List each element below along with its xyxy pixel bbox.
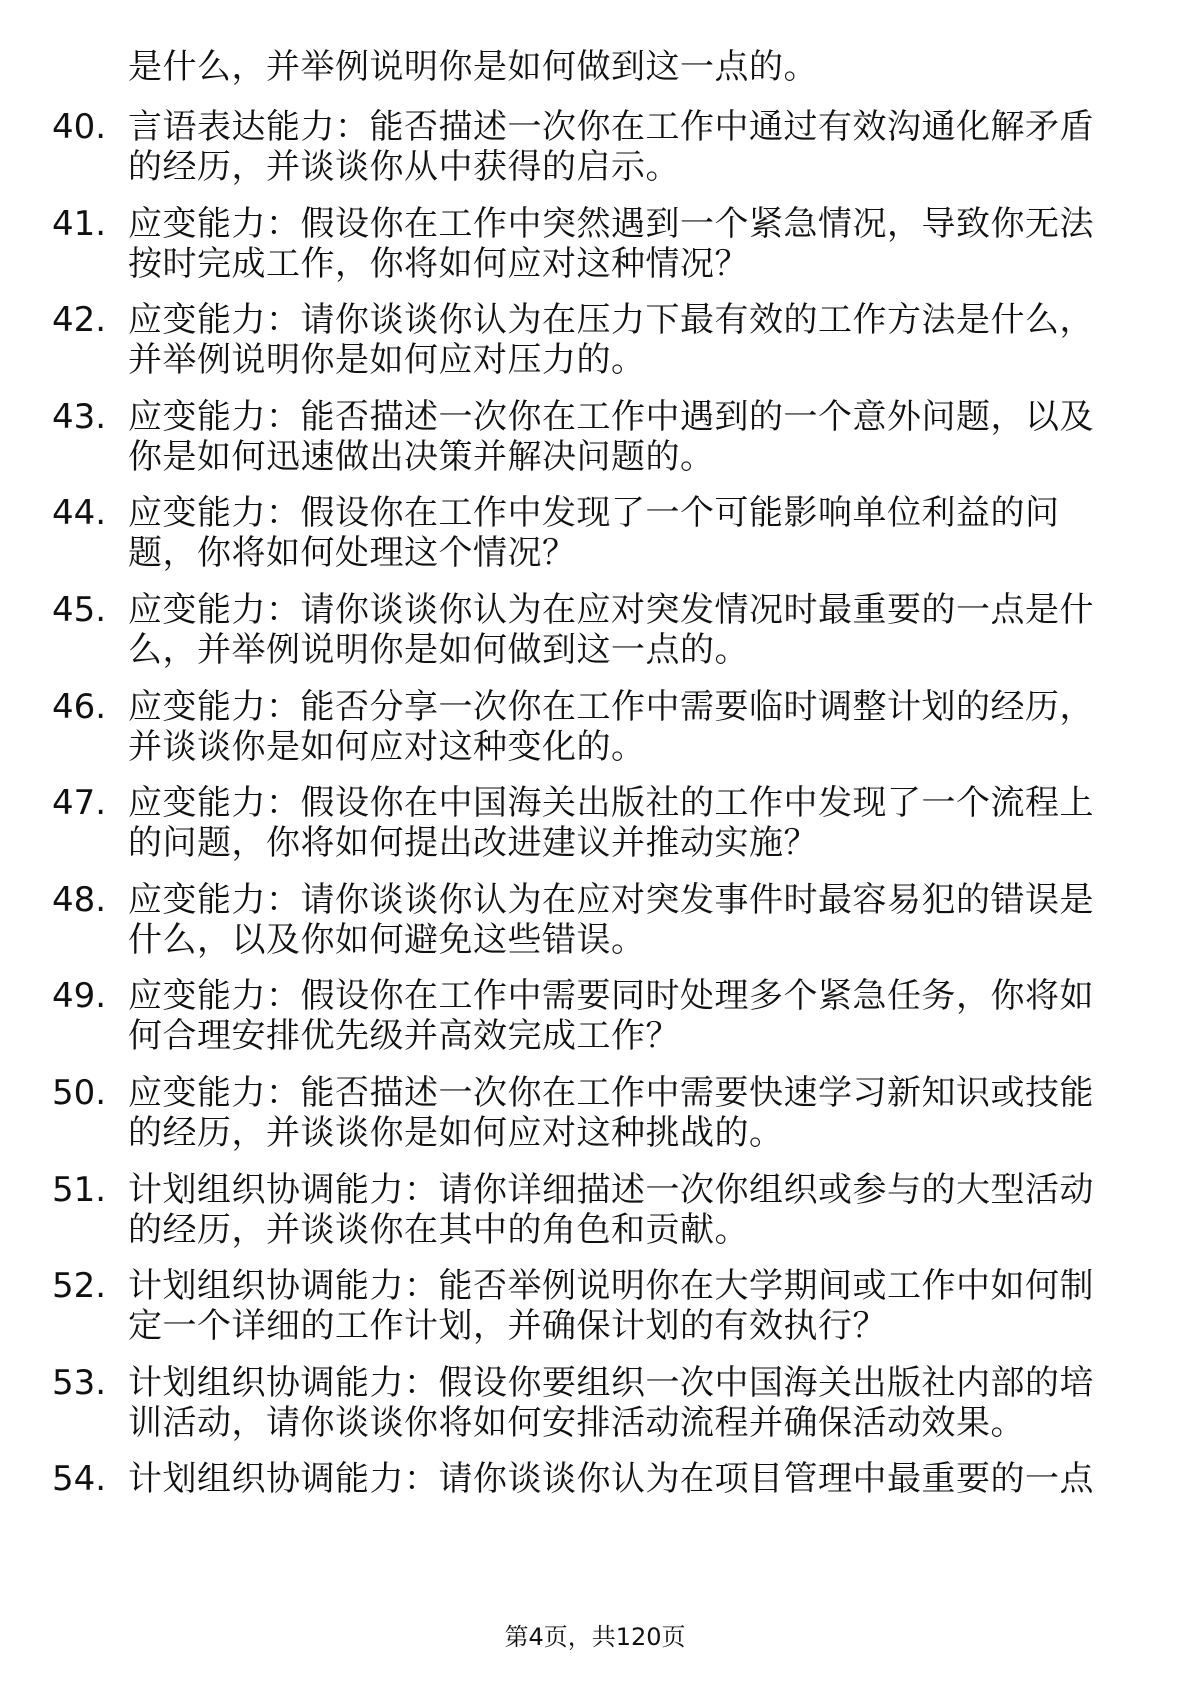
question-number: 51. [52, 1169, 107, 1210]
question-number: 49. [52, 976, 107, 1017]
question-text-line: 的经历，并谈谈你在其中的角色和贡献。 [128, 1209, 749, 1250]
question-number: 45. [52, 590, 107, 630]
question-text-line: 并谈谈你是如何应对这种变化的。 [128, 726, 646, 767]
question-text-line: 应变能力：请你谈谈你认为在压力下最有效的工作方法是什么， [128, 300, 1094, 341]
question-number: 53. [52, 1362, 107, 1403]
question-number: 40. [52, 107, 107, 147]
continuation-line: 是什么，并举例说明你是如何做到这一点的。 [128, 47, 818, 87]
page-footer: 第4页，共120页 [504, 1623, 686, 1651]
question-text-line: 言语表达能力：能否描述一次你在工作中通过有效沟通化解矛盾 [128, 107, 1094, 147]
question-number: 41. [52, 203, 107, 244]
question-text-line: 计划组织协调能力：请你详细描述一次你组织或参与的大型活动 [128, 1169, 1094, 1210]
question-text-line: 定一个详细的工作计划，并确保计划的有效执行？ [128, 1306, 887, 1347]
question-text-line: 的问题，你将如何提出改进建议并推动实施？ [128, 823, 818, 864]
question-text-line: 应变能力：假设你在工作中需要同时处理多个紧急任务，你将如 [128, 976, 1094, 1017]
question-text-line: 计划组织协调能力：假设你要组织一次中国海关出版社内部的培 [128, 1362, 1094, 1403]
question-text-line: 题，你将如何处理这个情况？ [128, 533, 577, 574]
question-text-line: 应变能力：假设你在工作中突然遇到一个紧急情况，导致你无法 [128, 203, 1094, 244]
question-number: 44. [52, 493, 107, 534]
question-number: 46. [52, 686, 107, 727]
question-number: 52. [52, 1266, 107, 1307]
question-text-line: 训活动，请你谈谈你将如何安排活动流程并确保活动效果。 [128, 1402, 1025, 1443]
question-text-line: 应变能力：假设你在中国海关出版社的工作中发现了一个流程上 [128, 783, 1094, 824]
question-text-line: 的经历，并谈谈你从中获得的启示。 [128, 147, 680, 187]
question-number: 50. [52, 1073, 107, 1113]
question-number: 54. [52, 1459, 107, 1500]
question-number: 43. [52, 396, 107, 437]
question-text-line: 计划组织协调能力：能否举例说明你在大学期间或工作中如何制 [128, 1266, 1094, 1307]
question-text-line: 应变能力：能否描述一次你在工作中遇到的一个意外问题，以及 [128, 396, 1094, 437]
question-text-line: 应变能力：假设你在工作中发现了一个可能影响单位利益的问 [128, 493, 1060, 534]
question-number: 48. [52, 879, 107, 920]
question-text-line: 么，并举例说明你是如何做到这一点的。 [128, 630, 749, 670]
question-number: 42. [52, 300, 107, 341]
question-text-line: 按时完成工作，你将如何应对这种情况？ [128, 243, 749, 284]
question-text-line: 你是如何迅速做出决策并解决问题的。 [128, 436, 715, 477]
question-text-line: 的经历，并谈谈你是如何应对这种挑战的。 [128, 1113, 784, 1153]
question-text-line: 应变能力：请你谈谈你认为在应对突发情况时最重要的一点是什 [128, 590, 1094, 630]
question-text-line: 何合理安排优先级并高效完成工作？ [128, 1016, 680, 1057]
question-text-line: 并举例说明你是如何应对压力的。 [128, 340, 646, 381]
question-text-line: 应变能力：请你谈谈你认为在应对突发事件时最容易犯的错误是 [128, 879, 1094, 920]
question-text-line: 应变能力：能否分享一次你在工作中需要临时调整计划的经历， [128, 686, 1094, 727]
question-text-line: 什么，以及你如何避免这些错误。 [128, 919, 646, 960]
question-number: 47. [52, 783, 107, 824]
question-text-line: 应变能力：能否描述一次你在工作中需要快速学习新知识或技能 [128, 1073, 1094, 1113]
question-text-line: 计划组织协调能力：请你谈谈你认为在项目管理中最重要的一点 [128, 1459, 1094, 1500]
